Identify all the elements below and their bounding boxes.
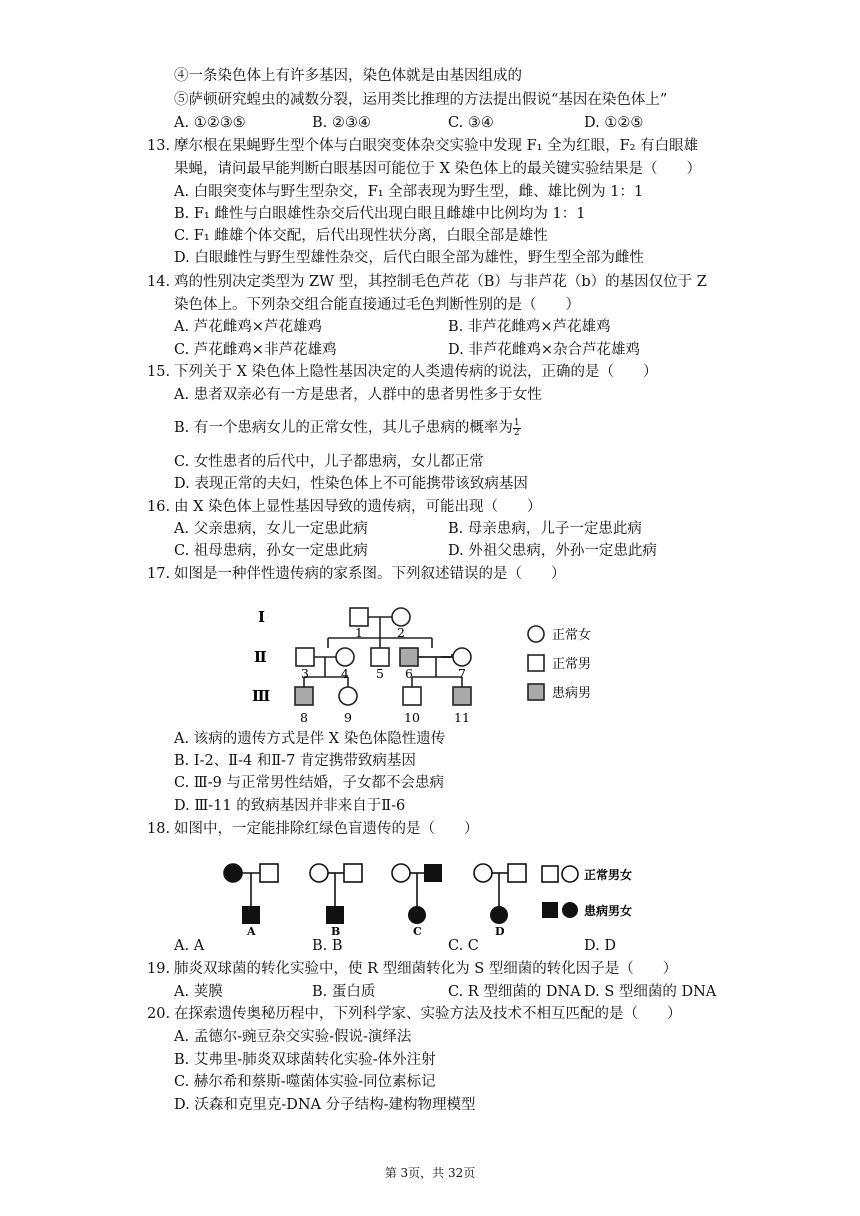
pedigree-c-affected-father	[424, 864, 442, 882]
q15-number: 15.	[147, 364, 171, 380]
q20-option-a: A. 孟德尔-豌豆杂交实验-假说-演绎法	[174, 1029, 412, 1045]
individual-number: 7	[458, 666, 466, 681]
pedigree-I2-normal-female	[392, 608, 410, 626]
pedigree-figure	[240, 596, 630, 728]
pedigree-panel-label: D	[495, 925, 505, 936]
q20-stem: 在探索遗传奥秘历程中，下列科学家、实验方法及技术不相互匹配的是（ ）	[174, 1006, 682, 1022]
q15-option-b-text: B. 有一个患病女儿的正常女性，其儿子患病的概率为	[174, 420, 513, 436]
legend-normal-male-icon	[528, 655, 544, 671]
individual-number: 2	[397, 625, 405, 640]
individual-number: 11	[454, 710, 470, 725]
q13-option-b: B. F₁ 雌性与白眼雄性杂交后代出现白眼且雌雄中比例均为 1：1	[174, 206, 586, 222]
q20-option-b: B. 艾弗里-肺炎双球菌转化实验-体外注射	[174, 1052, 436, 1068]
individual-number: 6	[405, 666, 413, 681]
q18-option-a: A. A	[174, 938, 205, 954]
q17-option-b: B. Ⅰ-2、Ⅱ-4 和Ⅱ-7 肯定携带致病基因	[174, 753, 416, 769]
generation-label-II: Ⅱ	[254, 648, 267, 666]
individual-number: 1	[355, 625, 363, 640]
q16-option-d: D. 外祖父患病，外孙一定患此病	[448, 543, 657, 559]
q18-option-d: D. D	[584, 938, 616, 954]
q14-option-a: A. 芦花雌鸡×芦花雄鸡	[174, 319, 322, 335]
individual-number: 10	[404, 710, 420, 725]
q17-option-c: C. Ⅲ-9 与正常男性结婚，子女都不会患病	[174, 775, 445, 791]
q17-option-a: A. 该病的遗传方式是伴 X 染色体隐性遗传	[174, 731, 446, 747]
pedigree-II3-normal-male	[296, 648, 314, 666]
q16-option-a: A. 父亲患病，女儿一定患此病	[174, 521, 368, 537]
q14-stem-line1: 鸡的性别决定类型为 ZW 型，其控制毛色芦花（B）与非芦花（b）的基因仅位于 Z	[174, 274, 707, 290]
legend-normal-male: 正常男	[552, 657, 592, 672]
q15-option-a: A. 患者双亲必有一方是患者，人群中的患者男性多于女性	[174, 387, 542, 403]
legend-normal-female-icon	[528, 626, 544, 642]
q19-option-d: D. S 型细菌的 DNA	[584, 984, 717, 1000]
q18-number: 18.	[147, 821, 171, 837]
q12-statement-4: ④一条染色体上有许多基因，染色体就是由基因组成的	[174, 68, 522, 84]
pedigree-III11-affected-male	[453, 687, 471, 705]
legend-affected-female-icon	[562, 902, 578, 918]
q16-option-b: B. 母亲患病，儿子一定患此病	[448, 521, 642, 537]
pedigree-b-normal-mother	[310, 864, 328, 882]
q13-stem-line1: 摩尔根在果蝇野生型个体与白眼突变体杂交实验中发现 F₁ 全为红眼，F₂ 有白眼雄	[174, 138, 699, 154]
pedigree-d-normal-mother	[474, 864, 492, 882]
legend-affected: 患病男女	[584, 904, 633, 918]
q17-option-d: D. Ⅲ-11 的致病基因并非来自于Ⅱ-6	[174, 798, 406, 814]
q14-number: 14.	[147, 274, 171, 290]
legend-normal: 正常男女	[584, 868, 633, 882]
q14-option-c: C. 芦花雌鸡×非芦花雄鸡	[174, 342, 337, 358]
q13-stem-line2: 果蝇，请问最早能判断白眼基因可能位于 X 染色体上的最关键实验结果是（ ）	[174, 161, 702, 177]
pedigree-III10-normal-male	[403, 687, 421, 705]
individual-number: 4	[341, 666, 349, 681]
individual-number: 5	[376, 666, 384, 681]
pedigree-a-affected-son	[242, 906, 260, 924]
q20-option-c: C. 赫尔希和蔡斯-噬菌体实验-同位素标记	[174, 1074, 436, 1090]
pedigree-panel-label: B	[331, 925, 341, 936]
q16-option-c: C. 祖母患病，孙女一定患此病	[174, 543, 368, 559]
q17-stem: 如图是一种伴性遗传病的家系图。下列叙述错误的是（ ）	[174, 566, 566, 582]
individual-number: 8	[300, 710, 308, 725]
q14-option-d: D. 非芦花雌鸡×杂合芦花雄鸡	[448, 342, 640, 358]
pedigree-III9-normal-female	[339, 687, 357, 705]
q17-number: 17.	[147, 566, 171, 582]
pedigree-a-normal-father	[260, 864, 278, 882]
pedigree-c-normal-mother	[392, 864, 410, 882]
q12-option-d: D. ①②⑤	[584, 115, 644, 131]
q14-option-b: B. 非芦花雌鸡×芦花雄鸡	[448, 319, 611, 335]
individual-number: 9	[344, 710, 352, 725]
generation-label-I: Ⅰ	[258, 608, 266, 626]
q18-option-c: C. C	[448, 938, 479, 954]
q19-number: 19.	[147, 961, 171, 977]
q20-number: 20.	[147, 1006, 171, 1022]
q16-number: 16.	[147, 499, 171, 515]
generation-label-III: Ⅲ	[252, 687, 271, 705]
pedigree-II6-affected-male	[400, 648, 418, 666]
pedigree-II4-normal-female	[336, 648, 354, 666]
legend-affected-male-icon	[542, 902, 558, 918]
q14-stem-line2: 染色体上。下列杂交组合能直接通过毛色判断性别的是（ ）	[174, 297, 580, 313]
pedigree-panel-label: A	[247, 925, 256, 936]
individual-number: 3	[301, 666, 309, 681]
pedigree-II7-normal-female	[453, 648, 471, 666]
q19-option-a: A. 荚膜	[174, 984, 223, 1000]
pedigree-c-affected-daughter	[408, 906, 426, 924]
q15-stem: 下列关于 X 染色体上隐性基因决定的人类遗传病的说法，正确的是（ ）	[174, 364, 658, 380]
q12-option-b: B. ②③④	[312, 115, 371, 131]
q20-option-d: D. 沃森和克里克-DNA 分子结构-建构物理模型	[174, 1097, 476, 1113]
q13-option-a: A. 白眼突变体与野生型杂交，F₁ 全部表现为野生型，雌、雄比例为 1：1	[174, 184, 644, 200]
fraction-one-half: $\frac{1}{2}$	[513, 417, 520, 438]
q15-option-b	[174, 418, 521, 438]
legend-affected-male-icon	[528, 684, 544, 700]
pedigree-II5-normal-male	[371, 648, 389, 666]
q16-stem: 由 X 染色体上显性基因导致的遗传病，可能出现（ ）	[174, 499, 542, 515]
q12-option-c: C. ③④	[448, 115, 494, 131]
q12-option-a: A. ①②③⑤	[174, 115, 246, 131]
pedigree-I1-normal-male	[350, 608, 368, 626]
pedigree-a-affected-mother	[224, 864, 242, 882]
legend-normal-male-icon	[542, 866, 558, 882]
q13-option-c: C. F₁ 雌雄个体交配，后代出现性状分离，白眼全部是雄性	[174, 228, 548, 244]
color-blindness-pedigrees-figure	[212, 856, 682, 936]
q19-option-c: C. R 型细菌的 DNA	[448, 984, 581, 1000]
legend-affected-male: 患病男	[552, 686, 592, 701]
pedigree-b-affected-son	[326, 906, 344, 924]
q19-stem: 肺炎双球菌的转化实验中，使 R 型细菌转化为 S 型细菌的转化因子是（ ）	[174, 961, 678, 977]
pedigree-panel-label: C	[413, 925, 422, 936]
pedigree-d-affected-daughter	[490, 906, 508, 924]
legend-normal-female-icon	[562, 866, 578, 882]
q13-number: 13.	[147, 138, 171, 154]
q18-stem: 如图中，一定能排除红绿色盲遗传的是（ ）	[174, 821, 479, 837]
pedigree-b-normal-father	[344, 864, 362, 882]
q13-option-d: D. 白眼雌性与野生型雄性杂交，后代白眼全部为雄性，野生型全部为雌性	[174, 250, 644, 266]
legend-normal-female: 正常女	[552, 628, 592, 643]
q15-option-d: D. 表现正常的夫妇，性染色体上不可能携带该致病基因	[174, 476, 528, 492]
pedigree-d-normal-father	[508, 864, 526, 882]
page-footer: 第 3页，共 32页	[384, 1166, 476, 1180]
q12-statement-5: ⑤萨顿研究蝗虫的减数分裂，运用类比推理的方法提出假说“基因在染色体上”	[174, 92, 668, 108]
q18-option-b: B. B	[312, 938, 343, 954]
pedigree-III8-affected-male	[295, 687, 313, 705]
q15-option-c: C. 女性患者的后代中，儿子都患病，女儿都正常	[174, 454, 484, 470]
q19-option-b: B. 蛋白质	[312, 984, 376, 1000]
